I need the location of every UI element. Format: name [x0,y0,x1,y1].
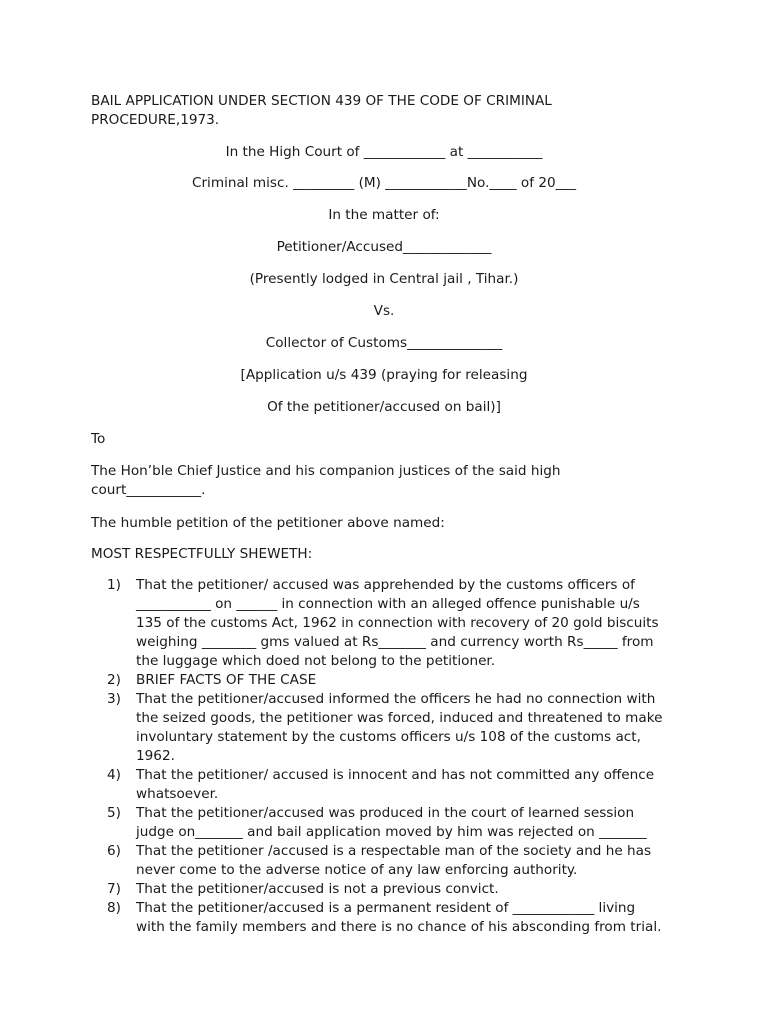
list-item-line: That the petitioner/ accused is innocent and has not committed any offence [136,767,655,783]
addressee-line-1: The Hon’ble Chief Justice and his companion justices of the said high [91,463,561,479]
list-item-line: That the petitioner/accused was produced in the court of learned session [136,805,635,821]
respondent-line: Collector of Customs______________ [265,335,503,351]
list-item-line: with the family members and there is no chance of his absconding from trial. [136,919,662,935]
list-item [107,766,687,804]
list-item-text [136,804,687,842]
list-item [107,899,687,937]
list-item-line: ___________ on ______ in connection with an alleged offence punishable u/s [136,596,640,612]
list-item [107,671,687,690]
list-item [107,842,687,880]
title-line-2: PROCEDURE,1973. [91,112,220,128]
court-line: In the High Court of ____________ at ___________ [225,144,543,160]
list-item [107,690,687,766]
lodged-line: (Presently lodged in Central jail , Tihar.) [249,271,519,287]
list-item-line: That the petitioner/accused is a permanent resident of ____________ living [136,900,636,916]
list-item-text [136,842,687,880]
list-item-number: 3) [107,691,121,707]
list-item-number: 7) [107,881,121,897]
versus-line: Vs. [373,303,395,319]
list-item-text [136,576,687,671]
list-item-line: That the petitioner/accused informed the officers he had no connection with [136,691,656,707]
list-item-line: 135 of the customs Act, 1962 in connection with recovery of 20 gold biscuits [136,615,659,631]
application-line-2: Of the petitioner/accused on bail)] [267,399,501,415]
list-item-number: 1) [107,577,121,593]
list-item-number: 4) [107,767,121,783]
sheweth-line: MOST RESPECTFULLY SHEWETH: [91,546,313,562]
list-item-line: involuntary statement by the customs officers u/s 108 of the customs act, [136,729,641,745]
list-item-number: 2) [107,672,121,688]
list-item-line: judge on_______ and bail application moved by him was rejected on _______ [136,824,647,840]
list-item-text [136,766,687,804]
humble-petition-line: The humble petition of the petitioner above named: [91,515,445,531]
list-item-text [136,690,687,766]
list-item [107,880,687,899]
list-item-line: the seized goods, the petitioner was forced, induced and threatened to make [136,710,663,726]
list-item-line: whatsoever. [136,786,219,802]
list-item [107,804,687,842]
list-item-line: the luggage which doed not belong to the petitioner. [136,653,496,669]
title-line-1: BAIL APPLICATION UNDER SECTION 439 OF THE CODE OF CRIMINAL [91,93,552,109]
list-item-number: 6) [107,843,121,859]
list-item-number: 5) [107,805,121,821]
list-item-line: weighing ________ gms valued at Rs_______ and currency worth Rs_____ from [136,634,654,650]
list-item-number: 8) [107,900,121,916]
list-item-line: BRIEF FACTS OF THE CASE [136,672,317,688]
to-line: To [91,431,106,447]
facts-list [107,576,687,937]
case-number-line: Criminal misc. _________ (M) ____________No.____ of 20___ [191,175,577,191]
addressee-line-2: court___________. [91,482,206,498]
list-item-line: That the petitioner /accused is a respectable man of the society and he has [136,843,652,859]
petitioner-line: Petitioner/Accused_____________ [276,239,492,255]
list-item-line: That the petitioner/accused is not a previous convict. [136,881,499,897]
list-item-text [136,880,687,899]
list-item-line: That the petitioner/ accused was apprehended by the customs officers of [136,577,635,593]
list-item-text [136,899,687,937]
list-item-line: 1962. [136,748,175,764]
application-line-1: [Application u/s 439 (praying for releasing [240,367,528,383]
list-item [107,576,687,671]
list-item-text [136,671,687,690]
list-item-line: never come to the adverse notice of any law enforcing authority. [136,862,578,878]
matter-of-line: In the matter of: [328,207,440,223]
